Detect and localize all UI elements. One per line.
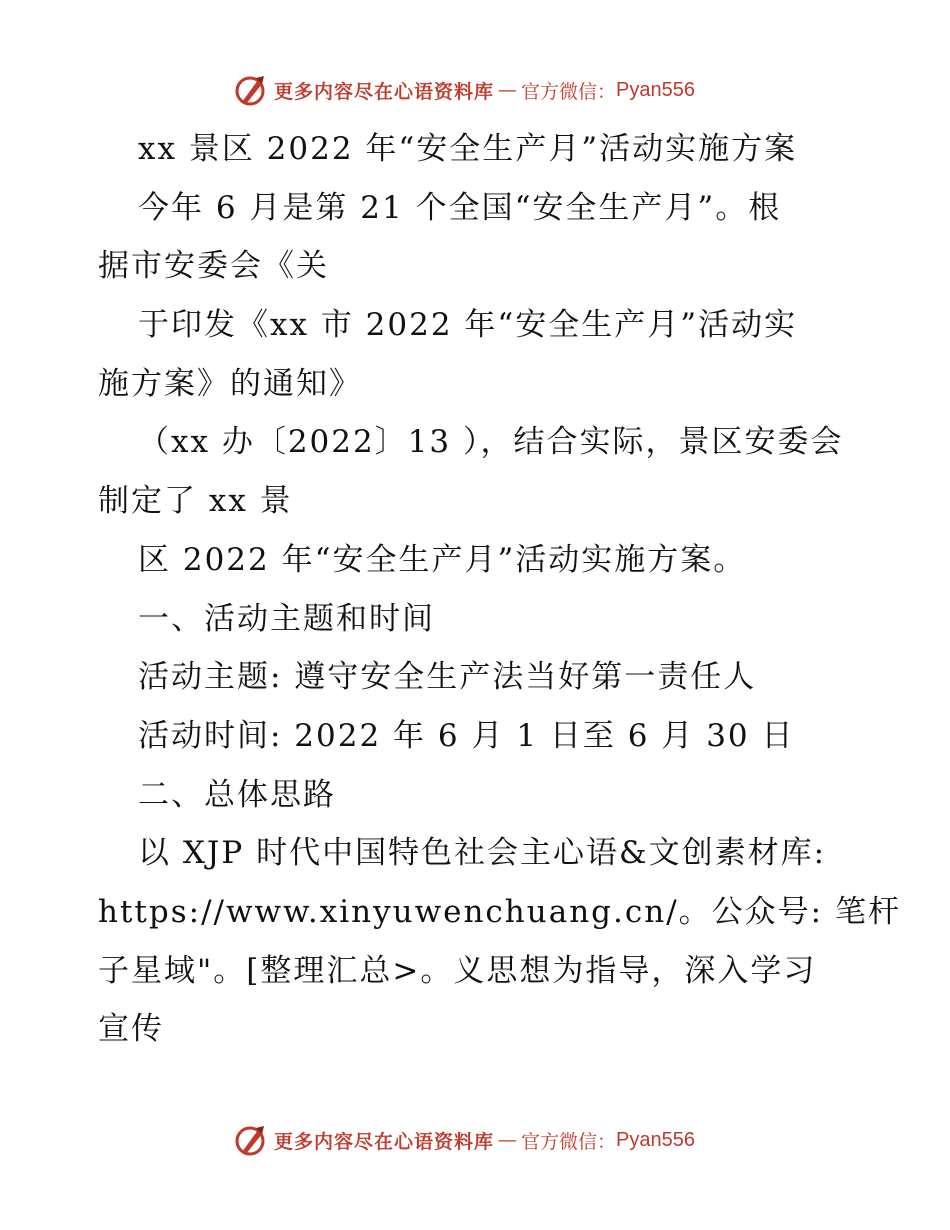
- text-line: 于印发《xx 市 2022 年“安全生产月”活动实: [138, 307, 798, 344]
- pen-nib-logo-icon: [232, 72, 268, 108]
- text-line: https://www.xinyuwenchuang.cn/。公众号: 笔杆: [98, 893, 901, 930]
- pen-nib-logo-icon: [232, 1122, 268, 1158]
- banner-wechat-label: 官方微信：: [521, 1130, 617, 1153]
- header-banner: [232, 70, 752, 110]
- section-heading: 一、活动主题和时间: [138, 600, 435, 637]
- banner-text: 更多内容尽在心语资料库: [274, 80, 495, 103]
- text-line: 区 2022 年“安全生产月”活动实施方案。: [138, 541, 747, 578]
- document-title: xx 景区 2022 年“安全生产月”活动实施方案: [138, 131, 798, 167]
- text-line: 活动时间: 2022 年 6 月 1 日至 6 月 30 日: [138, 717, 795, 754]
- banner-wechat-id: Pyan556: [616, 1128, 695, 1151]
- text-line: 据市安委会《关: [98, 248, 329, 285]
- text-line: 以 XJP 时代中国特色社会主心语&文创素材库:: [138, 835, 827, 872]
- text-line: 宣传: [98, 1011, 164, 1048]
- footer-banner: [232, 1120, 752, 1160]
- text-line: 今年 6 月是第 21 个全国“安全生产月”。根: [138, 189, 782, 226]
- banner-wechat-label: 官方微信：: [521, 80, 617, 103]
- document-body: [98, 120, 901, 1059]
- section-heading: 二、总体思路: [138, 776, 336, 813]
- text-line: 施方案》的通知》: [98, 365, 362, 402]
- banner-wechat-id: Pyan556: [616, 78, 695, 101]
- text-line: （xx 办〔2022〕13 ），结合实际，景区安委会: [138, 424, 844, 461]
- banner-separator: —: [498, 1129, 518, 1151]
- text-line: 活动主题: 遵守安全生产法当好第一责任人: [138, 659, 757, 696]
- banner-separator: —: [498, 79, 518, 101]
- text-line: 子星域"。[整理汇总>。义思想为指导，深入学习: [98, 952, 817, 989]
- banner-text: 更多内容尽在心语资料库: [274, 1130, 495, 1153]
- text-line: 制定了 xx 景: [98, 483, 293, 520]
